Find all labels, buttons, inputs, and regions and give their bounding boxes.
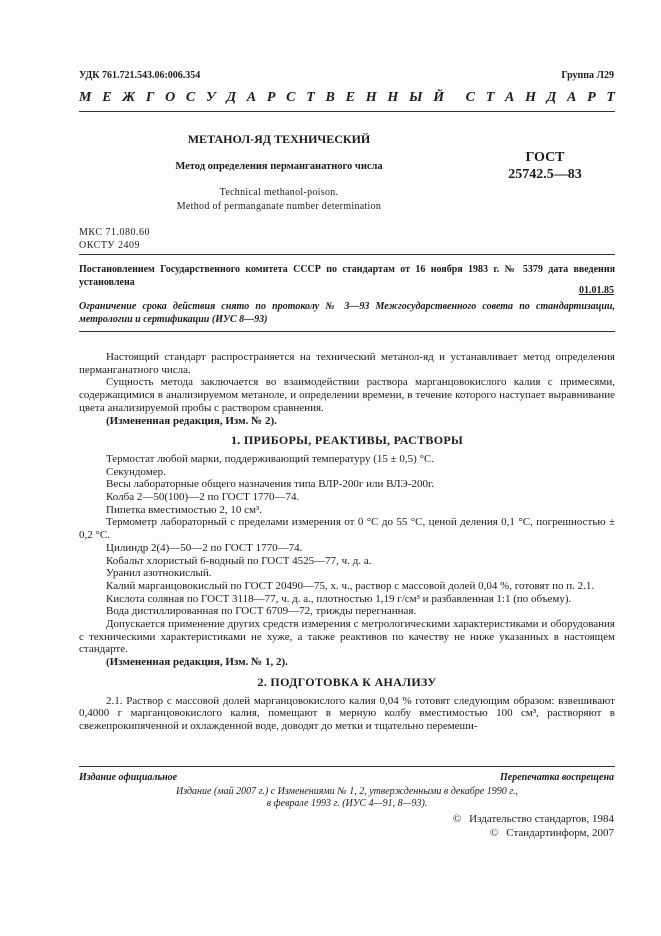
amendment-note: (Измененная редакция, Изм. № 2). (106, 414, 277, 427)
standard-banner: М Е Ж Г О С У Д А Р С Т В Е Н Н Ы Й С Т А Н Д А Р Т (79, 90, 615, 105)
list-item: Пипетка вместимостью 2, 10 см³. (106, 503, 262, 516)
codes-rule (79, 254, 615, 255)
edition-note: Издание (май 2007 г.) с Изменениями № 1, 2, утвержденными в декабре 1990 г., в феврале 1993 г. (ИУС 4—91, 8—93). (175, 786, 519, 809)
paragraph: Настоящий стандарт распространяется на технический метанол-яд и устанавливает метод определения перманганатного числа. (79, 351, 615, 376)
copyright: © Издательство стандартов, 1984 © Стандартинформ, 2007 (452, 813, 614, 839)
section-heading: 2. ПОДГОТОВКА К АНАЛИЗУ (257, 674, 437, 689)
udk-code: УДК 761.721.543.06:006.354 (79, 70, 201, 81)
list-item: Термометр лабораторный с пределами измерения от 0 °С до 55 °С, ценой деления 0,1 °С, погрешностью ± 0,2 °С. (79, 516, 615, 542)
list-item: Секундомер. (106, 465, 166, 478)
introduction-date: 01.01.85 (579, 285, 614, 296)
list-item: Вода дистиллированная по ГОСТ 6709—72, трижды перегнанная. (106, 605, 417, 618)
section-heading: 1. ПРИБОРЫ, РЕАКТИВЫ, РАСТВОРЫ (230, 433, 464, 448)
decree-text: Постановлением Государственного комитета СССР по стандартам от 16 ноября 1983 г. № 5379 дата введения установлена (79, 264, 615, 288)
list-item: Термостат любой марки, поддерживающий температуру (15 ± 0,5) °С. (106, 452, 435, 465)
gost-number: ГОСТ 25742.5—83 (508, 150, 582, 182)
official-edition-label: Издание официальное (79, 772, 178, 783)
paragraph: Сущность метода заключается во взаимодействии раствора марганцовокислого калия с примесями, содержащимися в анализируемом метаноле, и определении времени, в течение которого наступает выравнивание цвета анализируемой пробы с раствором сравнения. (79, 376, 615, 414)
document-subtitle: Метод определения перманганатного числа (175, 161, 383, 172)
list-item: Цилиндр 2(4)—50—2 по ГОСТ 1770—74. (106, 541, 303, 554)
list-item: Кислота соляная по ГОСТ 3118—77, ч. д. а., плотностью 1,19 г/см³ и разбавленная 1:1 (по объему). (106, 592, 572, 605)
document-title: МЕТАНОЛ-ЯД ТЕХНИЧЕСКИЙ (187, 132, 371, 146)
reprint-notice: Перепечатка воспрещена (500, 772, 614, 783)
english-title: Technical methanol-poison. Method of permanganate number determination (176, 187, 382, 212)
copyright-icon: © (489, 827, 499, 839)
classification-codes: МКС 71.080.60 ОКСТУ 2409 (79, 227, 150, 251)
limitation-text: Ограничение срока действия снято по протоколу № 3—93 Межгосударственного совета по стандартизации, метрологии и сертификации (ИУС 8—93) (79, 301, 615, 325)
copyright-icon: © (452, 813, 462, 825)
group-code: Группа Л29 (561, 70, 614, 81)
list-item: Весы лабораторные общего назначения типа ВЛР-200г или ВЛЭ-200г. (106, 478, 435, 491)
list-item: Кобальт хлористый 6-водный по ГОСТ 4525—77, ч. д. а. (106, 554, 372, 567)
footer-rule (79, 766, 615, 767)
document-body (79, 351, 615, 733)
list-item: Допускается применение других средств измерения с метрологическими характеристиками и оборудования с техническими характеристиками не хуже, а также реактивов по качеству не ниже указанных в настоящем стандарте. (79, 618, 615, 656)
list-item: Калий марганцовокислый по ГОСТ 20490—75, х. ч., раствор с массовой долей 0,04 %, готовят по п. 2.1. (106, 579, 595, 592)
amendment-note: (Измененная редакция, Изм. № 1, 2). (106, 656, 288, 669)
list-item: Колба 2—50(100)—2 по ГОСТ 1770—74. (106, 491, 300, 504)
paragraph: 2.1. Раствор с массовой долей марганцовокислого калия 0,04 % готовят следующим образом: взвешивают 0,4000 г марганцовокислого калия, помещают в мерную колбу вместимостью 100 см³, растворяют в свежепрокипяченной и охлажденной воде, доводят до метки и тщательно перемеши- (79, 694, 615, 732)
header-rule (79, 111, 615, 112)
list-item: Уранил азотнокислый. (106, 567, 212, 580)
preamble-rule (79, 331, 615, 332)
